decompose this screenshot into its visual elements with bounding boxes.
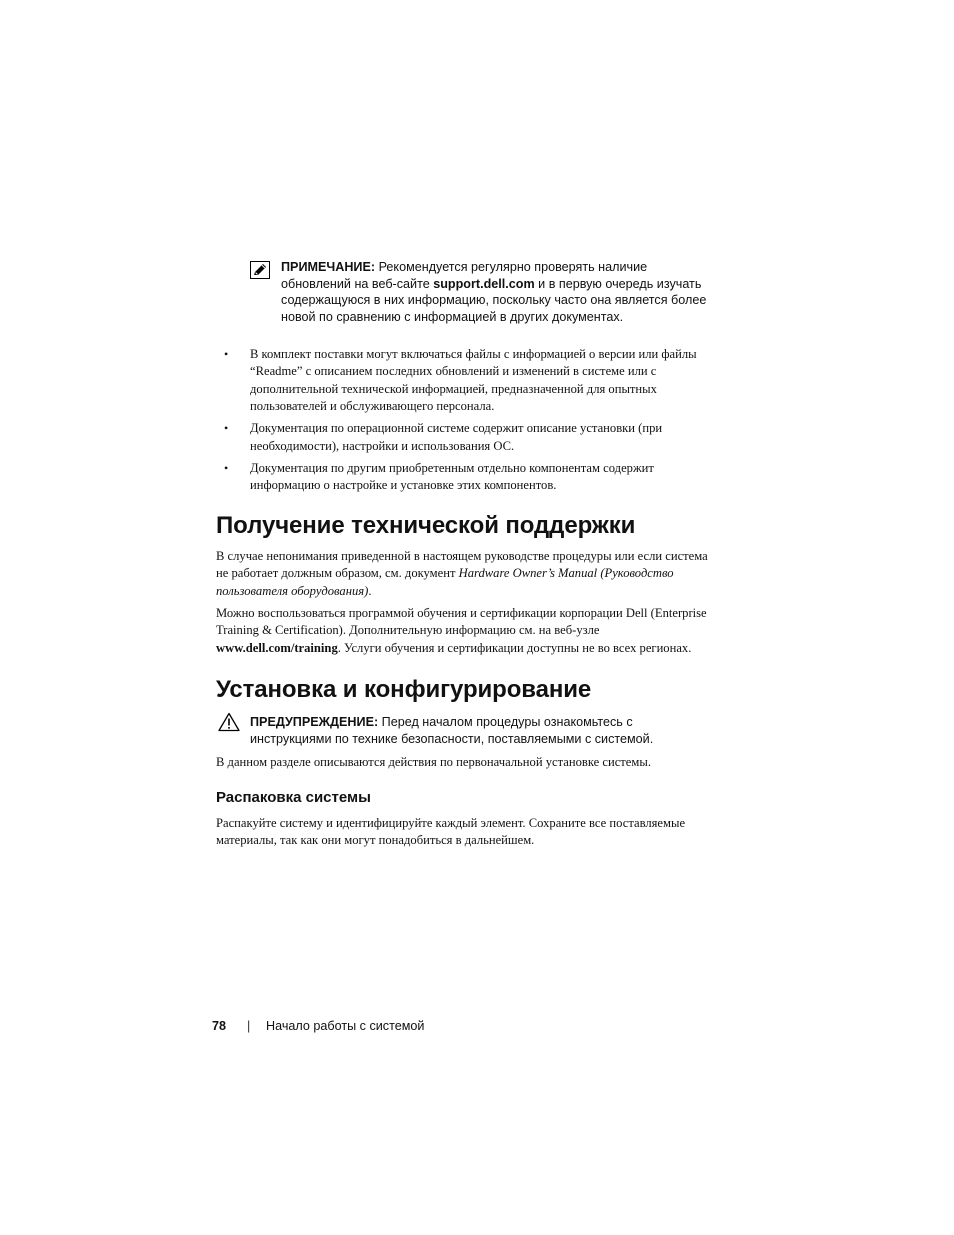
- note-text: [281, 259, 710, 325]
- install-intro: В данном разделе описываются действия по первоначальной установке системы.: [216, 755, 651, 769]
- install-heading: Установка и конфигурирование: [216, 676, 592, 703]
- list-item-text: В комплект поставки могут включаться файлы с информацией о версии или файлы “Readme” с описанием последних обновлений и изменений в системе или с дополнительной технической информацией, предназначенной для опытных пользователей и обслуживающего персонала.: [250, 347, 697, 414]
- list-item-text: Документация по другим приобретенным отдельно компонентам содержит информацию о настройке и установке этих компонентов.: [250, 461, 654, 493]
- footer-separator: |: [247, 1019, 251, 1033]
- list-item: [218, 346, 718, 416]
- support-heading: Получение технической поддержки: [216, 512, 636, 539]
- training-link[interactable]: www.dell.com/training: [216, 640, 338, 655]
- warning-block: [218, 714, 698, 748]
- list-item-text: Документация по операционной системе содержит описание установки (при необходимости), настройки и использования ОС.: [250, 421, 663, 453]
- support-p2-text: Можно воспользоваться программой обучения и сертификации корпорации Dell (Enterprise Training & Certification). Дополнительную информацию см. на веб-узле: [216, 606, 707, 638]
- warning-triangle-icon: [218, 712, 240, 732]
- warning-label: ПРЕДУПРЕЖДЕНИЕ:: [250, 715, 379, 729]
- bullet-icon: •: [224, 347, 229, 361]
- footer-title: Начало работы с системой: [266, 1019, 425, 1033]
- bullet-icon: •: [224, 421, 229, 436]
- support-p1-text: В случае непонимания приведенной в настоящем руководстве процедуры или если система не работает должным образом, см. документ: [216, 549, 708, 581]
- support-paragraph-2: [216, 605, 722, 657]
- note-text-2: и в первую очередь изучать содержащуюся в них информацию, поскольку часто она является более новой по сравнению с информацией в других документах.: [281, 276, 707, 324]
- bullet-icon: •: [224, 461, 229, 476]
- unpack-text: Распакуйте систему и идентифицируйте каждый элемент. Сохраните все поставляемые материалы, так как они могут понадобиться в дальнейшем.: [216, 816, 686, 848]
- unpack-heading: Распаковка системы: [216, 789, 371, 806]
- note-pencil-icon: [250, 261, 270, 279]
- note-link[interactable]: support.dell.com: [433, 276, 535, 291]
- support-p2-end: . Услуги обучения и сертификации доступны не во всех регионах.: [337, 640, 692, 655]
- support-paragraph-1: [216, 548, 722, 600]
- support-p1-end: .: [368, 583, 372, 598]
- documentation-list: [218, 346, 718, 500]
- note-label: ПРИМЕЧАНИЕ:: [281, 260, 376, 274]
- warning-text: [250, 714, 698, 748]
- manual-title: Hardware Owner’s Manual (Руководство пользователя оборудования): [216, 566, 674, 598]
- note-block: [250, 259, 710, 325]
- list-item: [218, 420, 718, 455]
- page-number: 78: [212, 1019, 227, 1033]
- note-text-1: Рекомендуется регулярно проверять наличие обновлений на веб-сайте: [281, 260, 648, 291]
- list-item: [218, 460, 718, 495]
- warning-body: Перед началом процедуры ознакомьтесь с инструкциями по технике безопасности, поставляемыми с системой.: [250, 715, 654, 746]
